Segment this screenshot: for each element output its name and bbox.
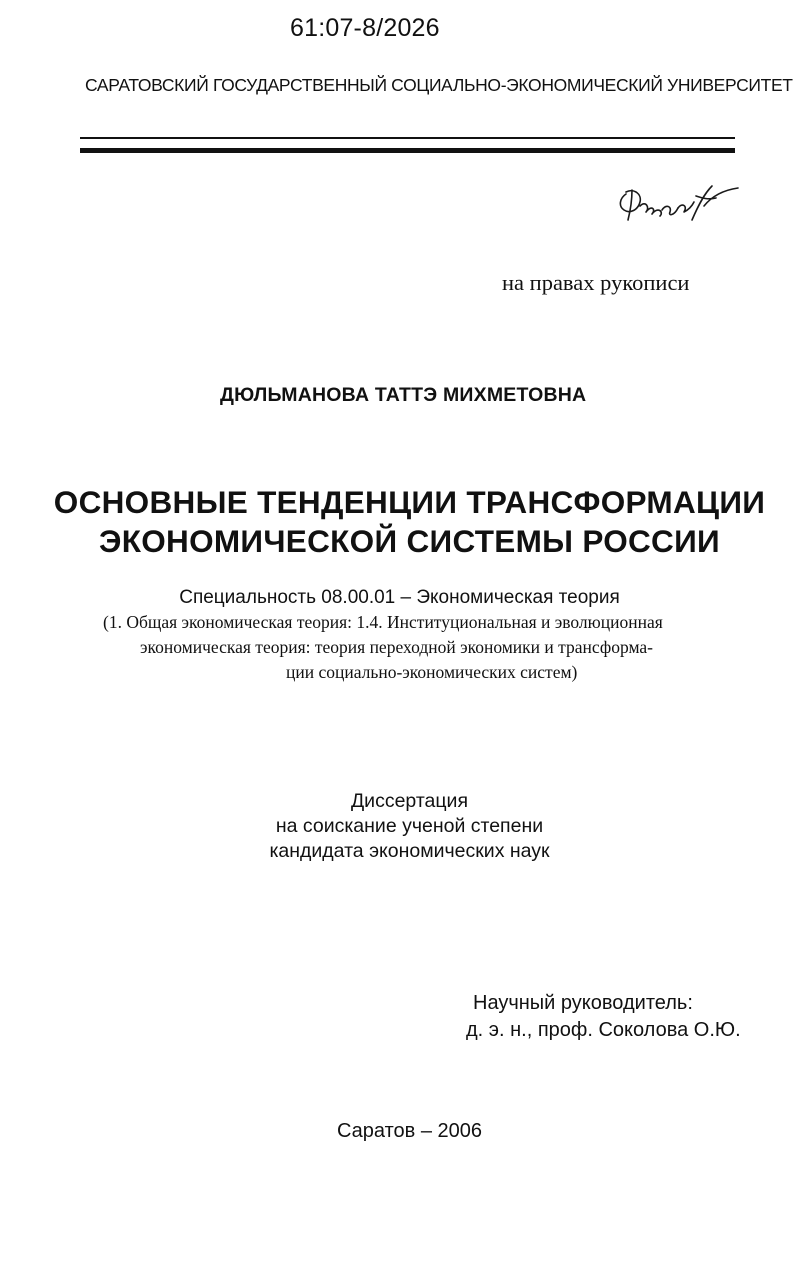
specialty-code: Специальность 08.00.01 – Экономическая теория <box>179 587 620 608</box>
handwritten-signature <box>612 176 752 240</box>
header-rule-thick <box>80 148 735 153</box>
specialty-detail-line-1: (1. Общая экономическая теория: 1.4. Институциональная и эволюционная <box>103 612 663 632</box>
supervisor-label: Научный руководитель: <box>473 992 693 1014</box>
author-name: ДЮЛЬМАНОВА ТАТТЭ МИХМЕТОВНА <box>220 384 587 406</box>
manuscript-note: на правах рукописи <box>502 270 690 295</box>
degree-line-2: на соискание ученой степени <box>275 815 544 837</box>
thesis-title-line-1: ОСНОВНЫЕ ТЕНДЕНЦИИ ТРАНСФОРМАЦИИ <box>53 484 766 520</box>
specialty-detail-line-3: ции социально-экономических систем) <box>286 662 578 682</box>
catalog-number: 61:07-8/2026 <box>290 14 440 42</box>
degree-line-3: кандидата экономических наук <box>269 840 550 862</box>
specialty-detail-line-2: экономическая теория: теория переходной экономики и трансформа- <box>140 637 654 657</box>
document-type: Диссертация <box>350 790 469 812</box>
city-year: Саратов – 2006 <box>336 1120 482 1142</box>
supervisor-name: д. э. н., проф. Соколова О.Ю. <box>466 1019 741 1041</box>
university-name: САРАТОВСКИЙ ГОСУДАРСТВЕННЫЙ СОЦИАЛЬНО-ЭКОНОМИЧЕСКИЙ УНИВЕРСИТЕТ <box>85 75 793 95</box>
thesis-title-line-2: ЭКОНОМИЧЕСКОЙ СИСТЕМЫ РОССИИ <box>99 523 720 559</box>
header-rule-thin <box>80 137 735 139</box>
